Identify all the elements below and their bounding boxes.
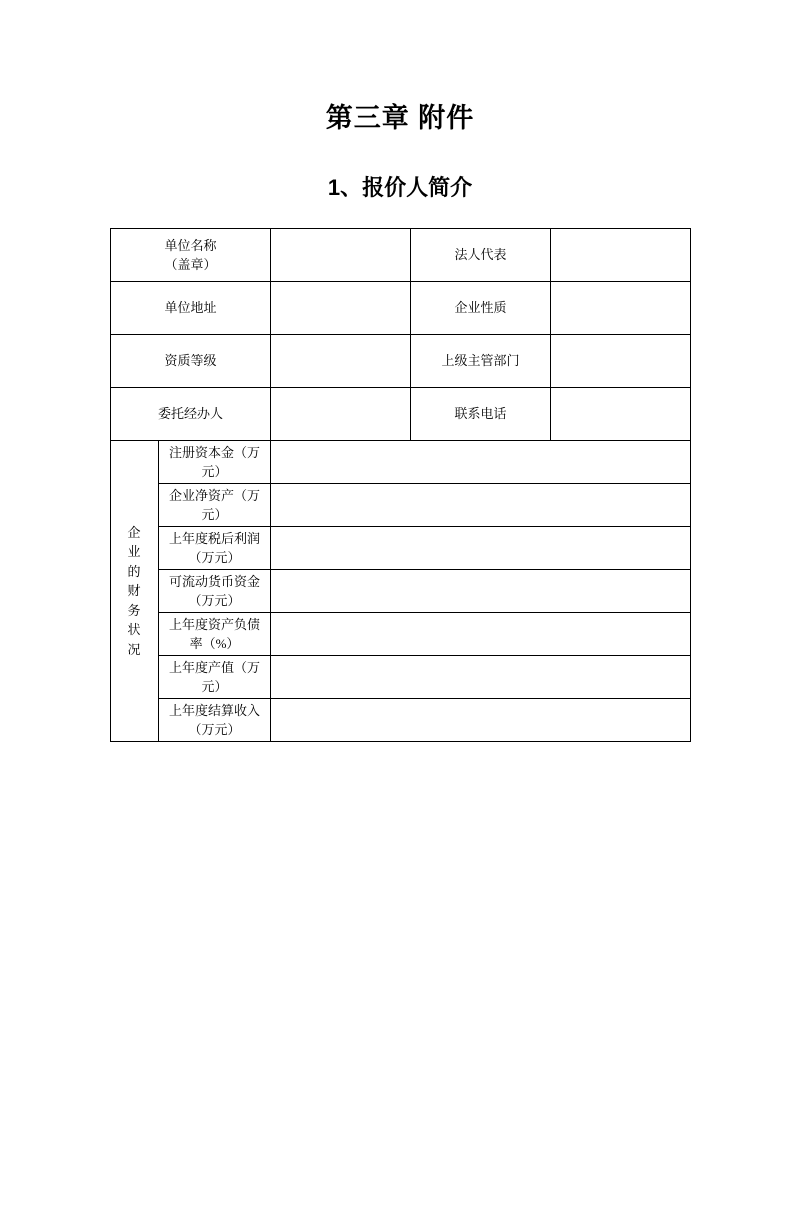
field-unit-address[interactable] — [271, 282, 411, 335]
label-unit-name-line1: 单位名称 — [164, 237, 217, 253]
field-authorized-agent[interactable] — [271, 388, 411, 441]
label-registered-capital: 注册资本金（万元） — [159, 441, 271, 484]
table-row — [111, 570, 691, 613]
field-debt-ratio[interactable] — [271, 613, 691, 656]
label-contact-phone: 联系电话 — [411, 388, 551, 441]
field-output-value[interactable] — [271, 656, 691, 699]
label-debt-ratio: 上年度资产负债率（%） — [159, 613, 271, 656]
table-row — [111, 282, 691, 335]
bidder-profile-table-wrapper — [110, 228, 690, 742]
label-net-assets: 企业净资产（万元） — [159, 484, 271, 527]
table-row — [111, 335, 691, 388]
label-liquid-funds: 可流动货币资金（万元） — [159, 570, 271, 613]
label-supervising-department: 上级主管部门 — [411, 335, 551, 388]
field-liquid-funds[interactable] — [271, 570, 691, 613]
table-row — [111, 613, 691, 656]
table-row — [111, 527, 691, 570]
field-legal-representative[interactable] — [551, 229, 691, 282]
document-page — [0, 96, 800, 1227]
field-contact-phone[interactable] — [551, 388, 691, 441]
label-unit-address: 单位地址 — [111, 282, 271, 335]
label-output-value: 上年度产值（万元） — [159, 656, 271, 699]
table-row — [111, 656, 691, 699]
bidder-profile-table — [110, 228, 691, 742]
table-row — [111, 484, 691, 527]
table-row — [111, 699, 691, 742]
page-title: 第三章 附件 — [325, 103, 475, 133]
table-row — [111, 229, 691, 282]
label-unit-name — [111, 229, 271, 282]
field-settlement-income[interactable] — [271, 699, 691, 742]
field-after-tax-profit[interactable] — [271, 527, 691, 570]
field-qualification-grade[interactable] — [271, 335, 411, 388]
field-unit-name[interactable] — [271, 229, 411, 282]
table-row — [111, 441, 691, 484]
label-enterprise-nature: 企业性质 — [411, 282, 551, 335]
label-legal-representative: 法人代表 — [411, 229, 551, 282]
label-unit-name-line2: （盖章） — [164, 257, 217, 272]
page-subtitle: 1、报价人简介 — [327, 175, 473, 200]
label-authorized-agent: 委托经办人 — [111, 388, 271, 441]
label-qualification-grade: 资质等级 — [111, 335, 271, 388]
field-net-assets[interactable] — [271, 484, 691, 527]
table-row — [111, 388, 691, 441]
label-after-tax-profit: 上年度税后利润（万元） — [159, 527, 271, 570]
field-supervising-department[interactable] — [551, 335, 691, 388]
label-settlement-income: 上年度结算收入（万元） — [159, 699, 271, 742]
label-financial-status: 企业的财务状况 — [111, 441, 159, 742]
field-enterprise-nature[interactable] — [551, 282, 691, 335]
field-registered-capital[interactable] — [271, 441, 691, 484]
